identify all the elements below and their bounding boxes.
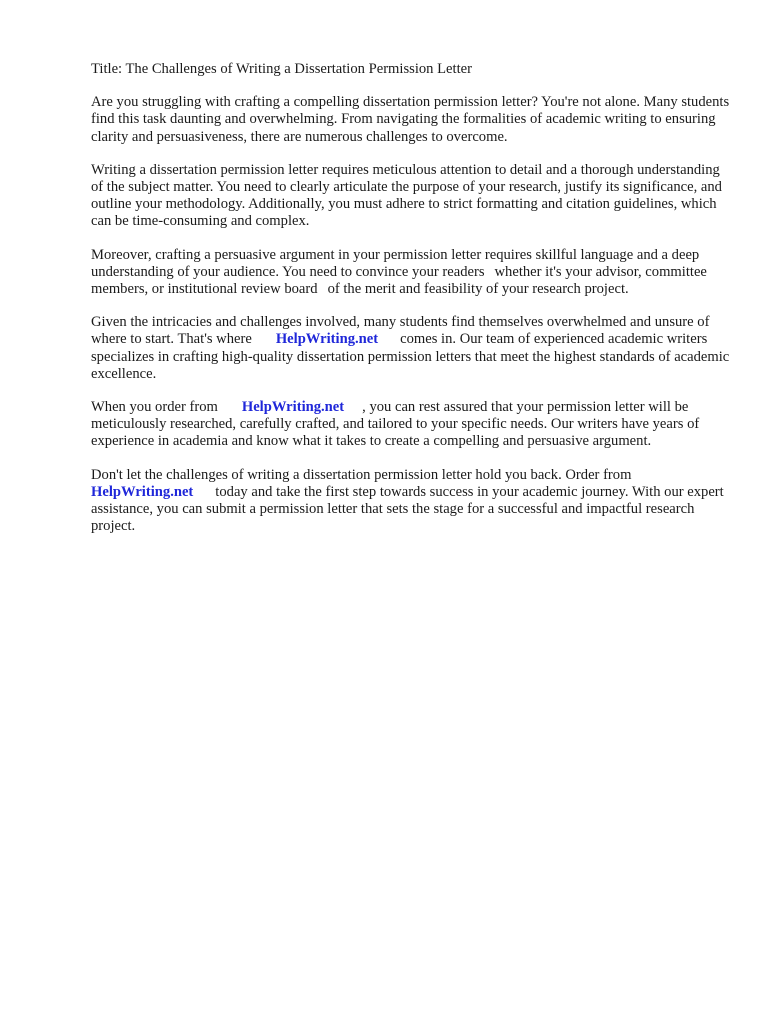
paragraph-call-to-action bbox=[91, 467, 731, 536]
paragraph-service bbox=[91, 314, 731, 383]
paragraph-argument bbox=[91, 247, 731, 299]
paragraph-requirements: Writing a dissertation permission letter requires meticulous attention to detail and a thorough understanding of the subject matter. You need to clearly articulate the purpose of your research, justify its significance, and outline your methodology. Additionally, you must adhere to strict formatting and citation guidelines, which can be time-consuming and complex. bbox=[91, 161, 722, 230]
document-title: Title: The Challenges of Writing a Dissertation Permission Letter bbox=[91, 61, 472, 77]
helpwriting-link[interactable]: HelpWriting.net bbox=[275, 331, 379, 348]
paragraph-order-part-1: When you order from bbox=[91, 399, 218, 416]
paragraph-cta-part-1: Don't let the challenges of writing a dissertation permission letter hold you back. Order from bbox=[91, 466, 632, 483]
paragraph-order-part-2: , you can rest assured that your permission letter will be meticulously researched, carefully crafted, and tailored to your specific needs. Our writers have years of experience in academia and know what it takes to create a compelling and persuasive argument. bbox=[91, 399, 700, 450]
document-body bbox=[91, 61, 731, 551]
paragraph-service-part-2: comes in. Our team of experienced academic writers specializes in crafting high-quality dissertation permission letters that meet the highest standards of academic excellence. bbox=[91, 331, 730, 382]
paragraph-intro: Are you struggling with crafting a compelling dissertation permission letter? You're not alone. Many students find this task daunting and overwhelming. From navigating the formalities of academic writing to ensuring clarity and persuasiveness, there are numerous challenges to overcome. bbox=[91, 94, 730, 145]
helpwriting-link[interactable]: HelpWriting.net bbox=[91, 483, 194, 500]
paragraph-cta-part-2: today and take the first step towards success in your academic journey. With our expert assistance, you can submit a permission letter that sets the stage for a successful and impactful research project. bbox=[91, 483, 724, 535]
helpwriting-link[interactable]: HelpWriting.net bbox=[241, 399, 345, 416]
paragraph-argument-part-2: whether it's your advisor, committee members, or institutional review board bbox=[91, 263, 707, 298]
paragraph-service-part-1: Given the intricacies and challenges involved, many students find themselves overwhelmed and unsure of where to start. That's where bbox=[91, 314, 710, 348]
paragraph-argument-part-3: of the merit and feasibility of your research project. bbox=[327, 281, 629, 298]
paragraph-argument-part-1: Moreover, crafting a persuasive argument in your permission letter requires skillful language and a deep understanding of your audience. You need to convince your readers bbox=[91, 246, 700, 280]
paragraph-order bbox=[91, 399, 731, 451]
